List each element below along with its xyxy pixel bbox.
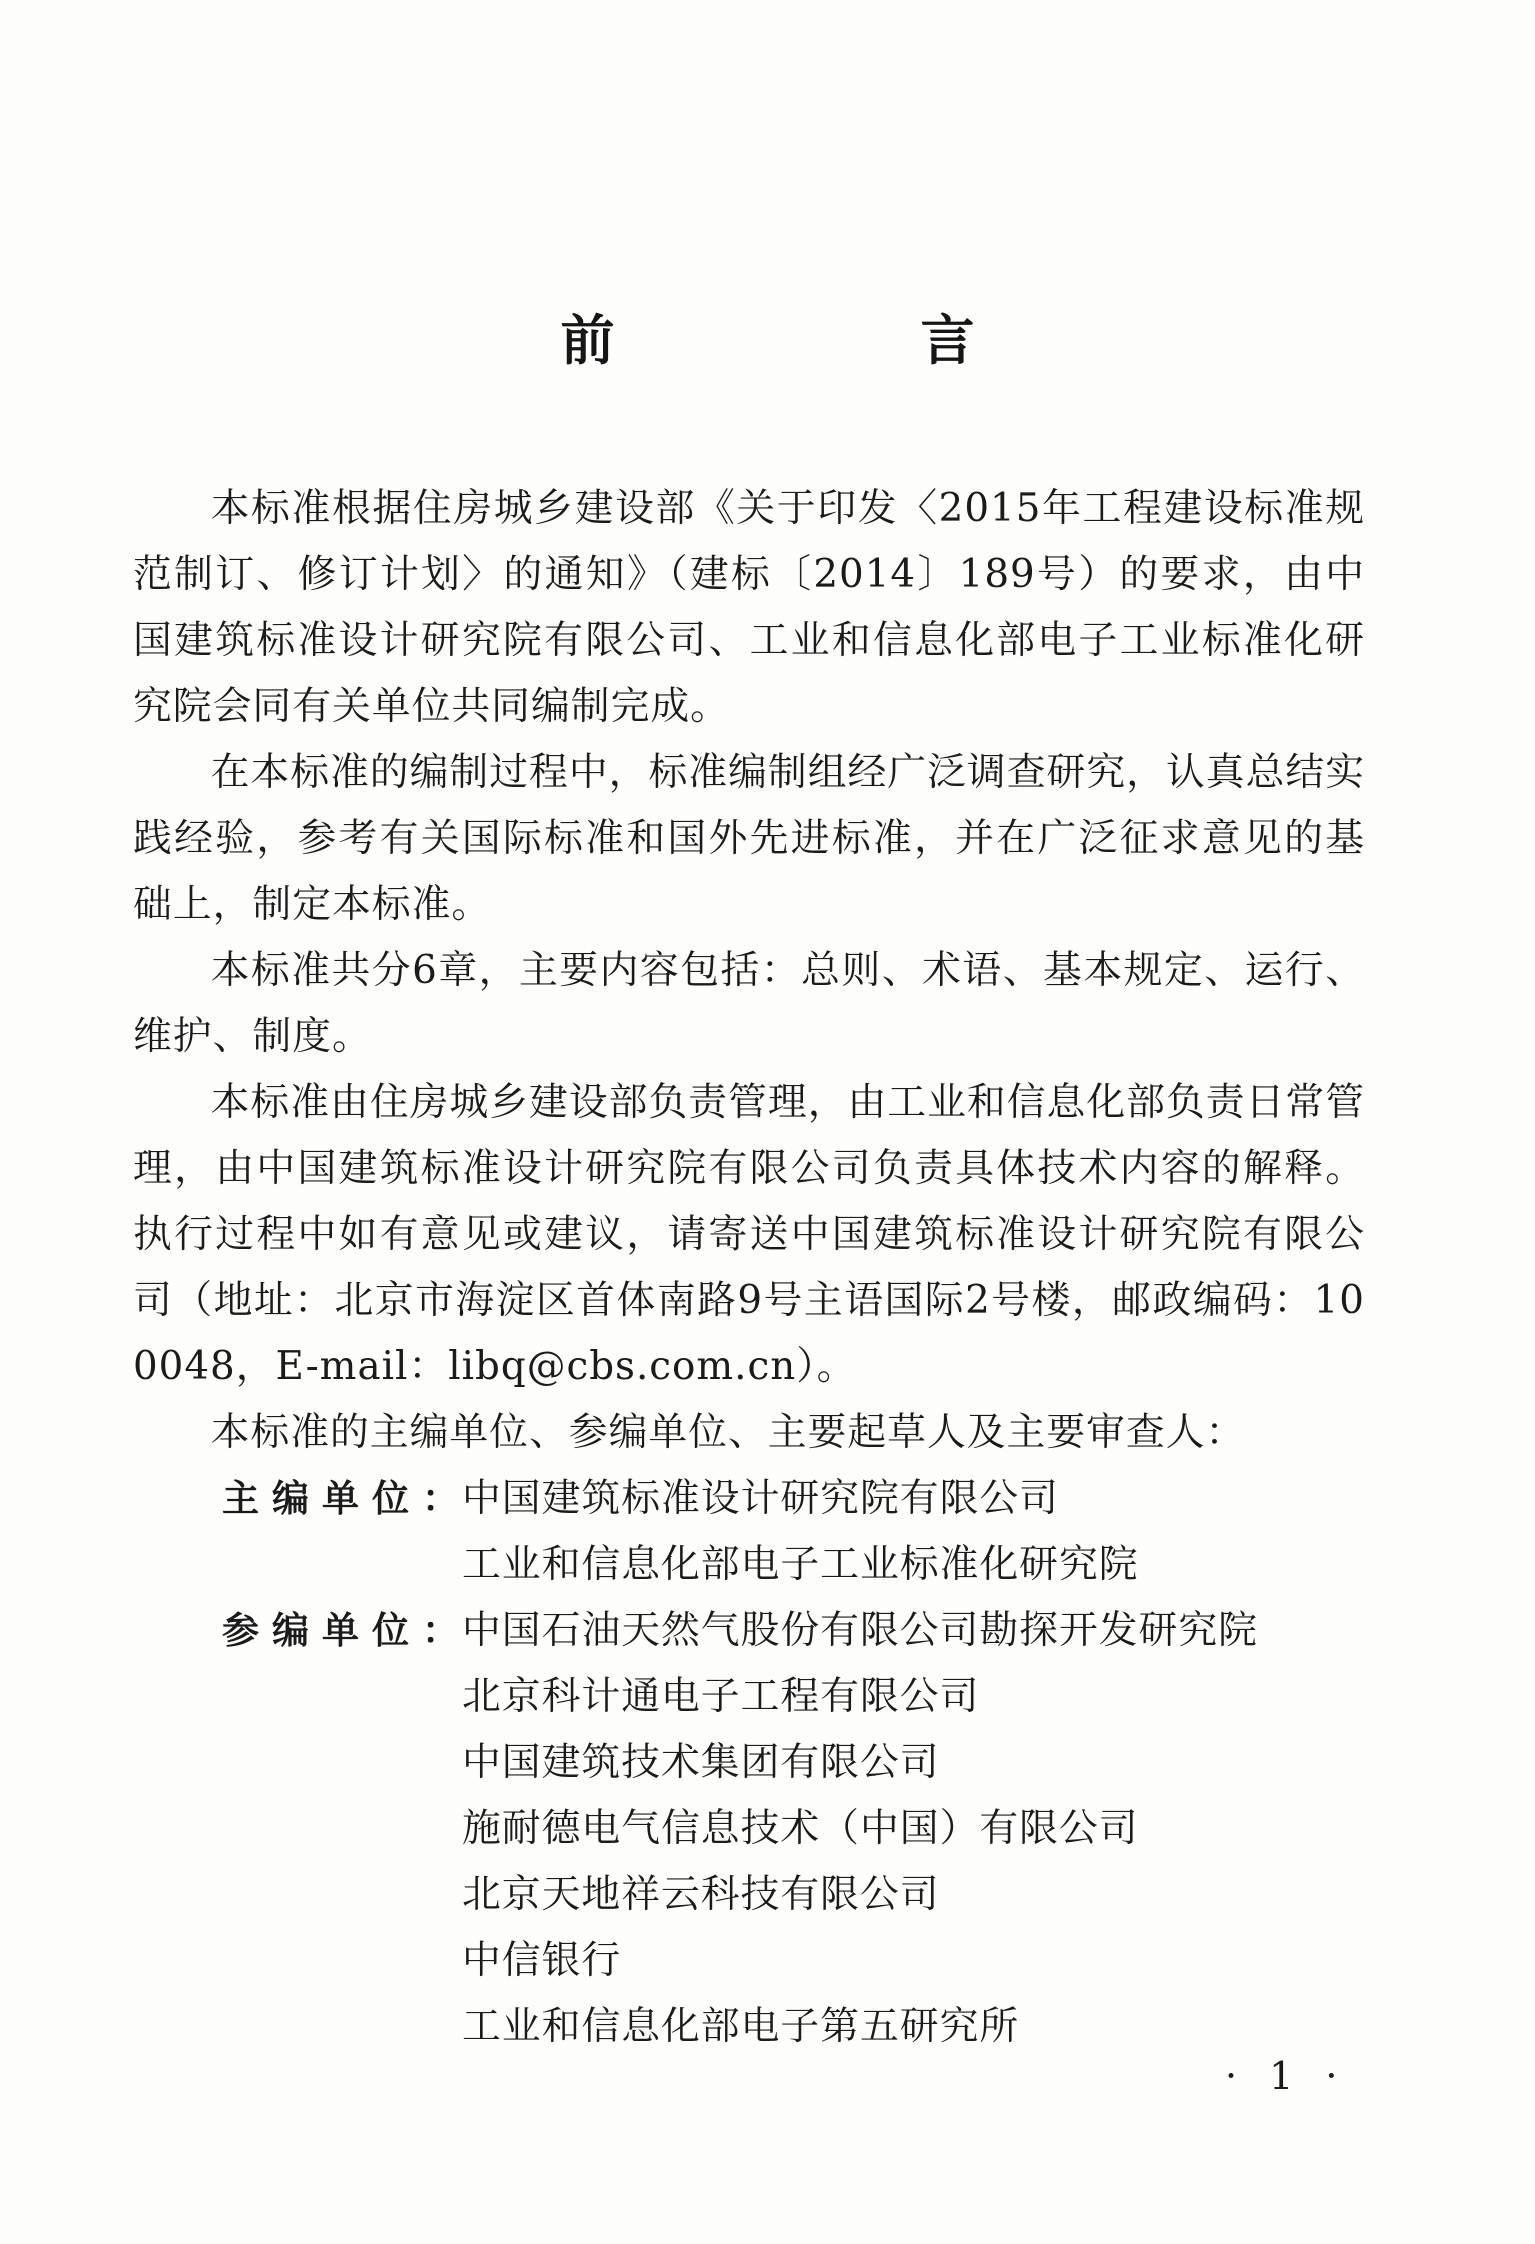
participating-unit: 工业和信息化部电子第五研究所	[462, 2004, 1020, 2049]
participating-units-list	[462, 1598, 1258, 2060]
page-number: · 1 ·	[1225, 2054, 1348, 2098]
chief-editor-unit: 工业和信息化部电子工业标准化研究院	[462, 1542, 1139, 1587]
preface-paragraph-2: 在本标准的编制过程中，标准编制组经广泛调查研究，认真总结实践经验，参考有关国际标准和国外先进标准，并在广泛征求意见的基础上，制定本标准。	[133, 750, 1365, 927]
preface-paragraph-4: 本标准由住房城乡建设部负责管理，由工业和信息化部负责日常管理，由中国建筑标准设计研究院有限公司负责具体技术内容的解释。执行过程中如有意见或建议，请寄送中国建筑标准设计研究院有限公司（地址：北京市海淀区首体南路9号主语国际2号楼，邮政编码：100048，E-mail：libq@cbs.com.cn）。	[133, 1080, 1365, 1389]
page-title: 前 言	[560, 309, 1101, 373]
preface-paragraph-3: 本标准共分6章，主要内容包括：总则、术语、基本规定、运行、维护、制度。	[133, 948, 1365, 1059]
participating-unit: 中国石油天然气股份有限公司勘探开发研究院	[462, 1608, 1258, 1653]
participating-unit: 中国建筑技术集团有限公司	[462, 1740, 940, 1785]
participating-units-label: 参编单位：	[222, 1609, 472, 1652]
chief-editor-label: 主编单位：	[222, 1477, 472, 1520]
chief-editor-list	[462, 1466, 1139, 1598]
chief-editor-unit: 中国建筑标准设计研究院有限公司	[462, 1476, 1059, 1521]
participating-unit: 北京天地祥云科技有限公司	[462, 1872, 940, 1917]
participating-unit: 中信银行	[462, 1938, 622, 1983]
preface-paragraph-5: 本标准的主编单位、参编单位、主要起草人及主要审查人：	[210, 1410, 1246, 1455]
preface-paragraph-1: 本标准根据住房城乡建设部《关于印发〈2015年工程建设标准规范制订、修订计划〉的通知》（建标〔2014〕189号）的要求，由中国建筑标准设计研究院有限公司、工业和信息化部电子工业标准化研究院会同有关单位共同编制完成。	[133, 486, 1365, 729]
participating-unit: 北京科计通电子工程有限公司	[462, 1674, 980, 1719]
participating-unit: 施耐德电气信息技术（中国）有限公司	[462, 1806, 1139, 1851]
